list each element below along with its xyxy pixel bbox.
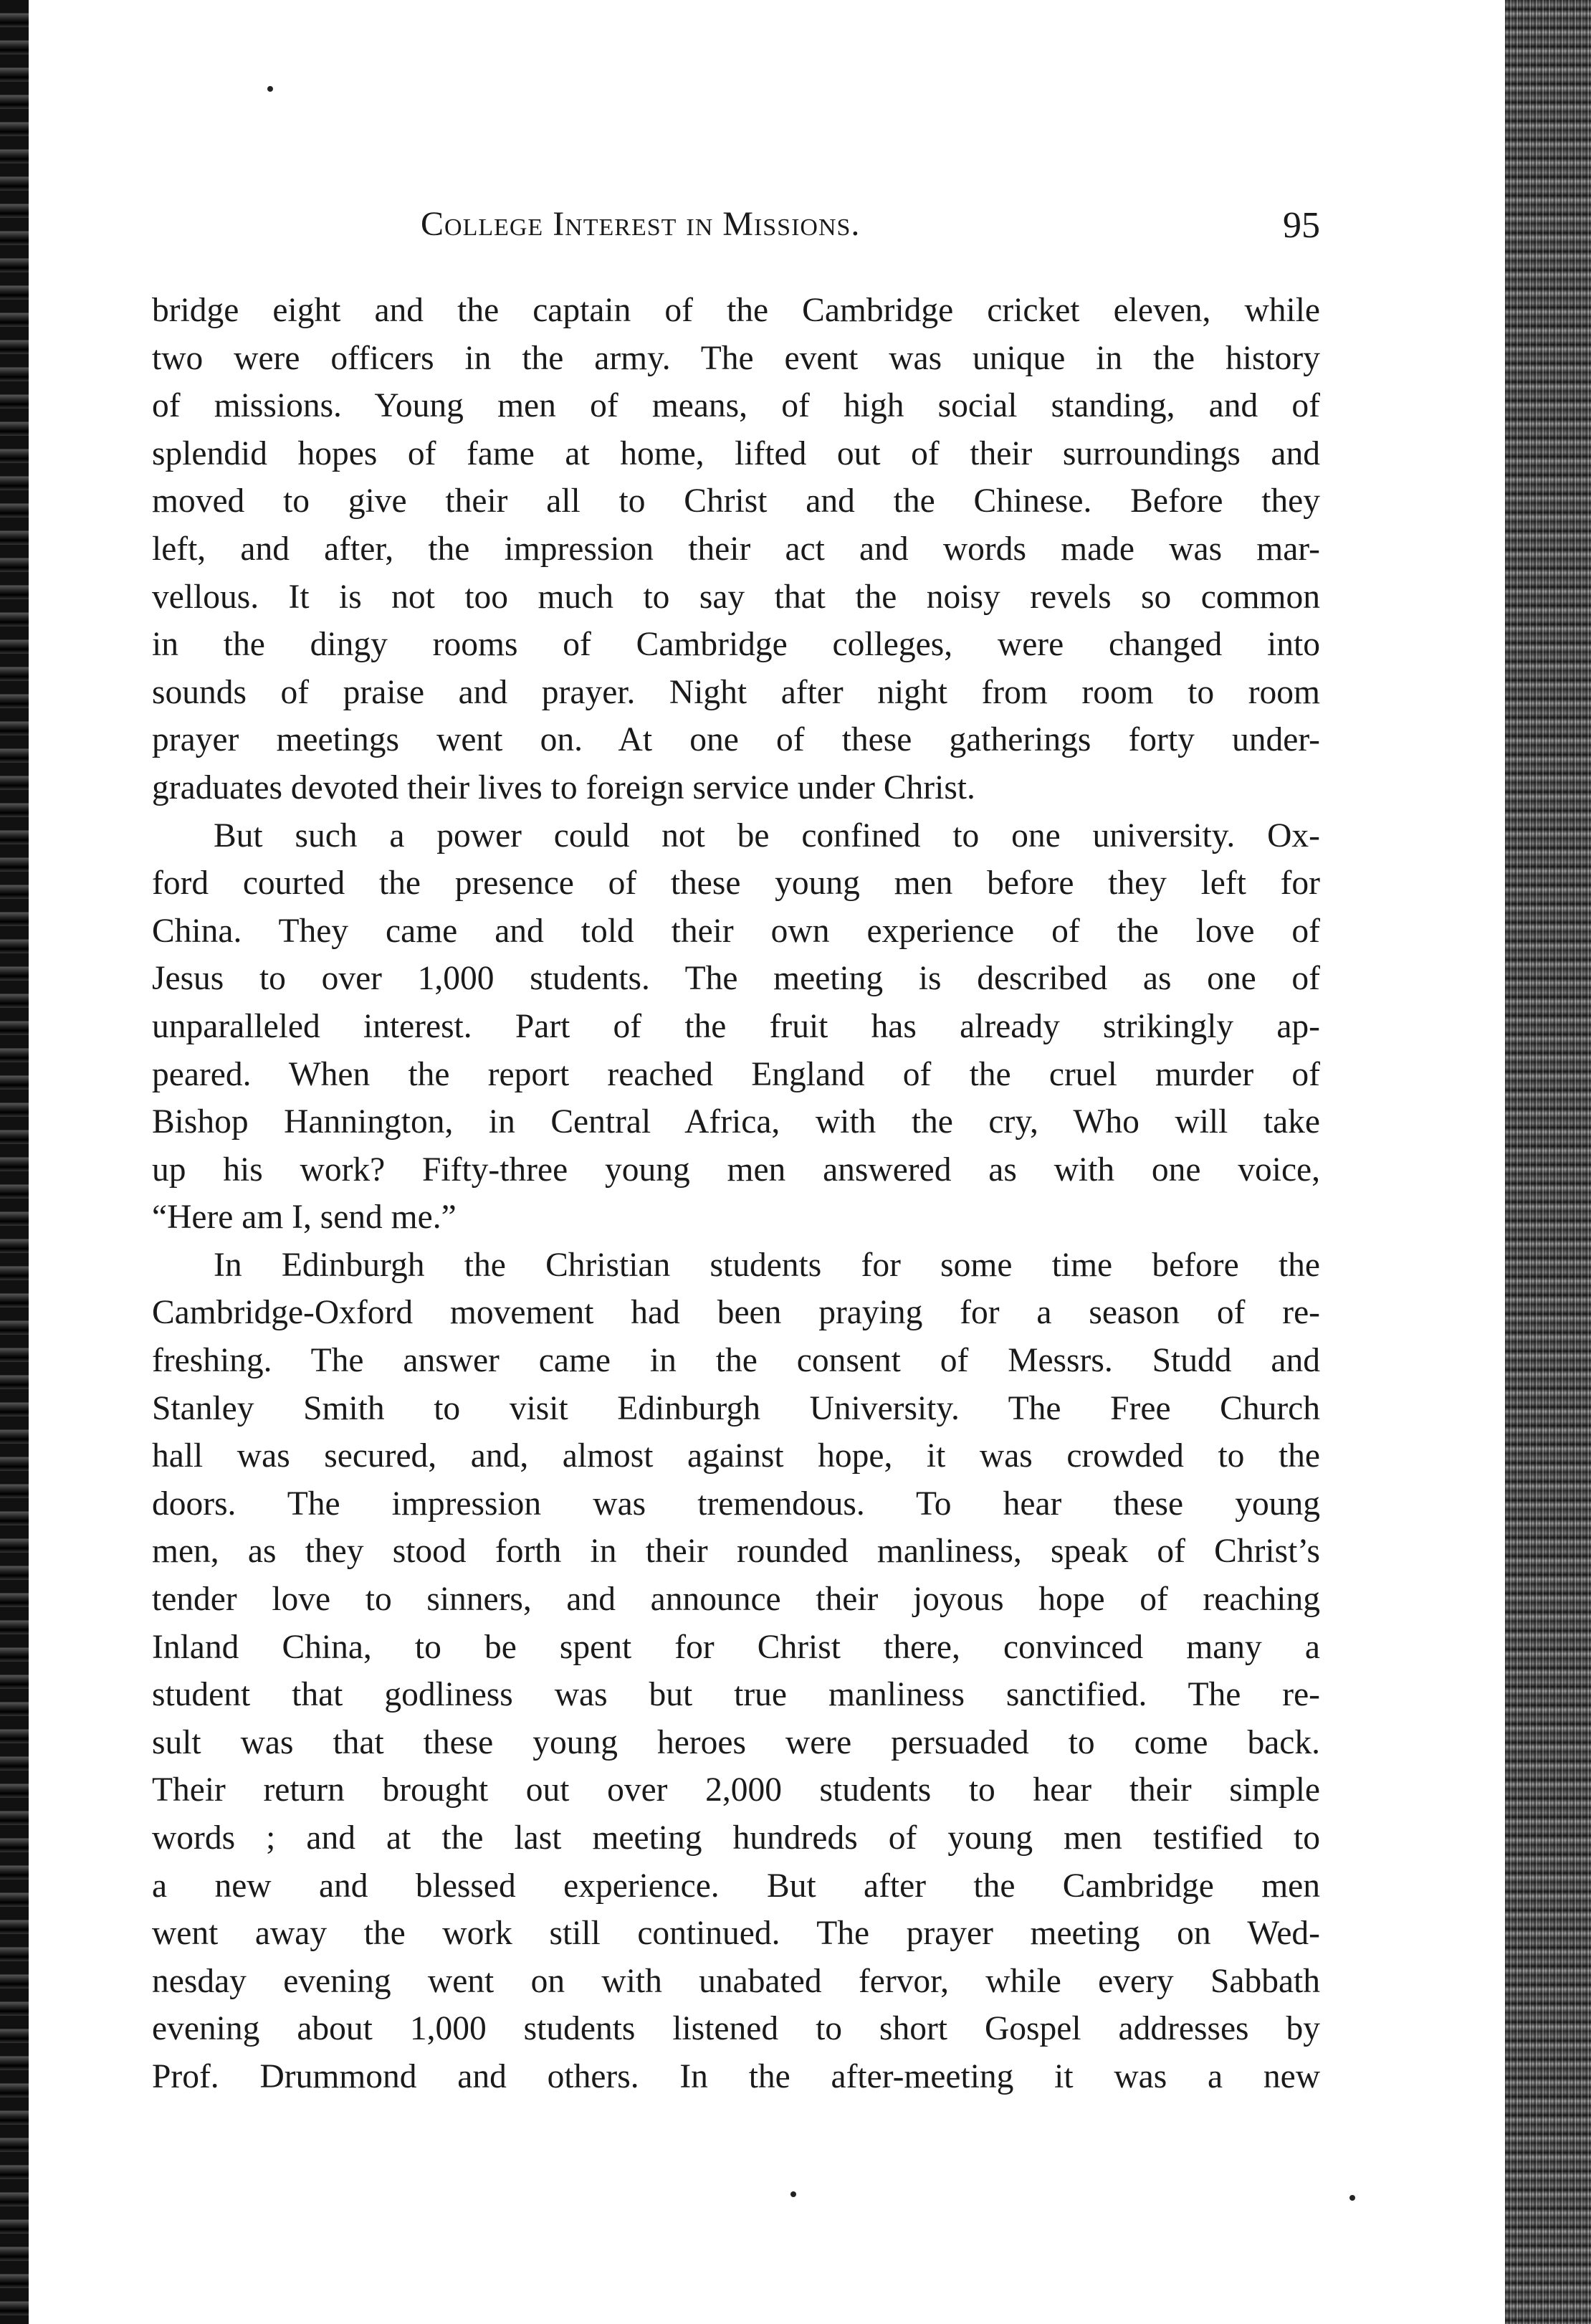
text-line: left, and after, the impression their act and words made was mar-: [152, 530, 1320, 568]
text-line: a new and blessed experience. But after the Cambridge men: [152, 1867, 1320, 1905]
text-line: sounds of praise and prayer. Night after night from room to room: [152, 673, 1320, 711]
text-line: words ; and at the last meeting hundreds of young men testified to: [152, 1819, 1320, 1857]
text-line: Prof. Drummond and others. In the after-meeting it was a new: [152, 2057, 1320, 2095]
scan-edge-right: [1505, 0, 1591, 2324]
text-line: two were officers in the army. The event was unique in the history: [152, 339, 1320, 377]
text-line: China. They came and told their own experience of the love of: [152, 912, 1320, 950]
text-line: But such a power could not be confined to one university. Ox-: [214, 816, 1320, 854]
text-line: Inland China, to be spent for Christ there, convinced many a: [152, 1628, 1320, 1666]
page-header: [152, 204, 1320, 254]
text-line: ford courted the presence of these young men before they left for: [152, 865, 1320, 903]
text-line: men, as they stood forth in their rounded manliness, speak of Christ’s: [152, 1533, 1320, 1571]
text-line: Bishop Hannington, in Central Africa, with the cry, Who will take: [152, 1103, 1320, 1141]
ink-speck: [1349, 2195, 1355, 2201]
text-line: vellous. It is not too much to say that the noisy revels so common: [152, 578, 1320, 616]
text-line: Their return brought out over 2,000 students to hear their simple: [152, 1771, 1320, 1809]
ink-speck: [790, 2191, 796, 2197]
text-line: of missions. Young men of means, of high social standing, and of: [152, 387, 1320, 425]
text-line: tender love to sinners, and announce their joyous hope of reaching: [152, 1581, 1320, 1619]
text-line: doors. The impression was tremendous. To hear these young: [152, 1485, 1320, 1523]
text-line: sult was that these young heroes were persuaded to come back.: [152, 1723, 1320, 1761]
text-line: evening about 1,000 students listened to short Gospel addresses by: [152, 2010, 1320, 2048]
ink-speck: [267, 86, 273, 92]
text-line: went away the work still continued. The prayer meeting on Wed-: [152, 1915, 1320, 1953]
text-line: in the dingy rooms of Cambridge colleges, were changed into: [152, 626, 1320, 664]
paragraph: [152, 1242, 1320, 2101]
body-text: [152, 287, 1320, 2101]
text-line: nesday evening went on with unabated fervor, while every Sabbath: [152, 1962, 1320, 2000]
page-number: 95: [1283, 205, 1320, 246]
text-line: In Edinburgh the Christian students for some time before the: [214, 1246, 1320, 1284]
text-line: prayer meetings went on. At one of these gatherings forty under-: [152, 721, 1320, 759]
text-line: peared. When the report reached England of the cruel murder of: [152, 1055, 1320, 1093]
scan-edge-left: [0, 0, 29, 2324]
text-line: bridge eight and the captain of the Cambridge cricket eleven, while: [152, 292, 1320, 329]
paragraph: [152, 812, 1320, 1242]
text-line: “Here am I, send me.”: [152, 1199, 457, 1237]
text-line: hall was secured, and, almost against hope, it was crowded to the: [152, 1437, 1320, 1475]
text-line: student that godliness was but true manliness sanctified. The re-: [152, 1676, 1320, 1714]
text-line: graduates devoted their lives to foreign service under Christ.: [152, 768, 975, 806]
text-line: Stanley Smith to visit Edinburgh University. The Free Church: [152, 1389, 1320, 1427]
text-line: unparalleled interest. Part of the fruit has already strikingly ap-: [152, 1007, 1320, 1045]
text-line: freshing. The answer came in the consent of Messrs. Studd and: [152, 1342, 1320, 1380]
paragraph: [152, 287, 1320, 812]
text-line: moved to give their all to Christ and the Chinese. Before they: [152, 482, 1320, 520]
text-line: Jesus to over 1,000 students. The meeting is described as one of: [152, 960, 1320, 998]
text-line: Cambridge-Oxford movement had been praying for a season of re-: [152, 1294, 1320, 1332]
text-line: splendid hopes of fame at home, lifted out of their surroundings and: [152, 434, 1320, 472]
running-head: College Interest in Missions.: [421, 205, 861, 243]
text-line: up his work? Fifty-three young men answered as with one voice,: [152, 1151, 1320, 1189]
